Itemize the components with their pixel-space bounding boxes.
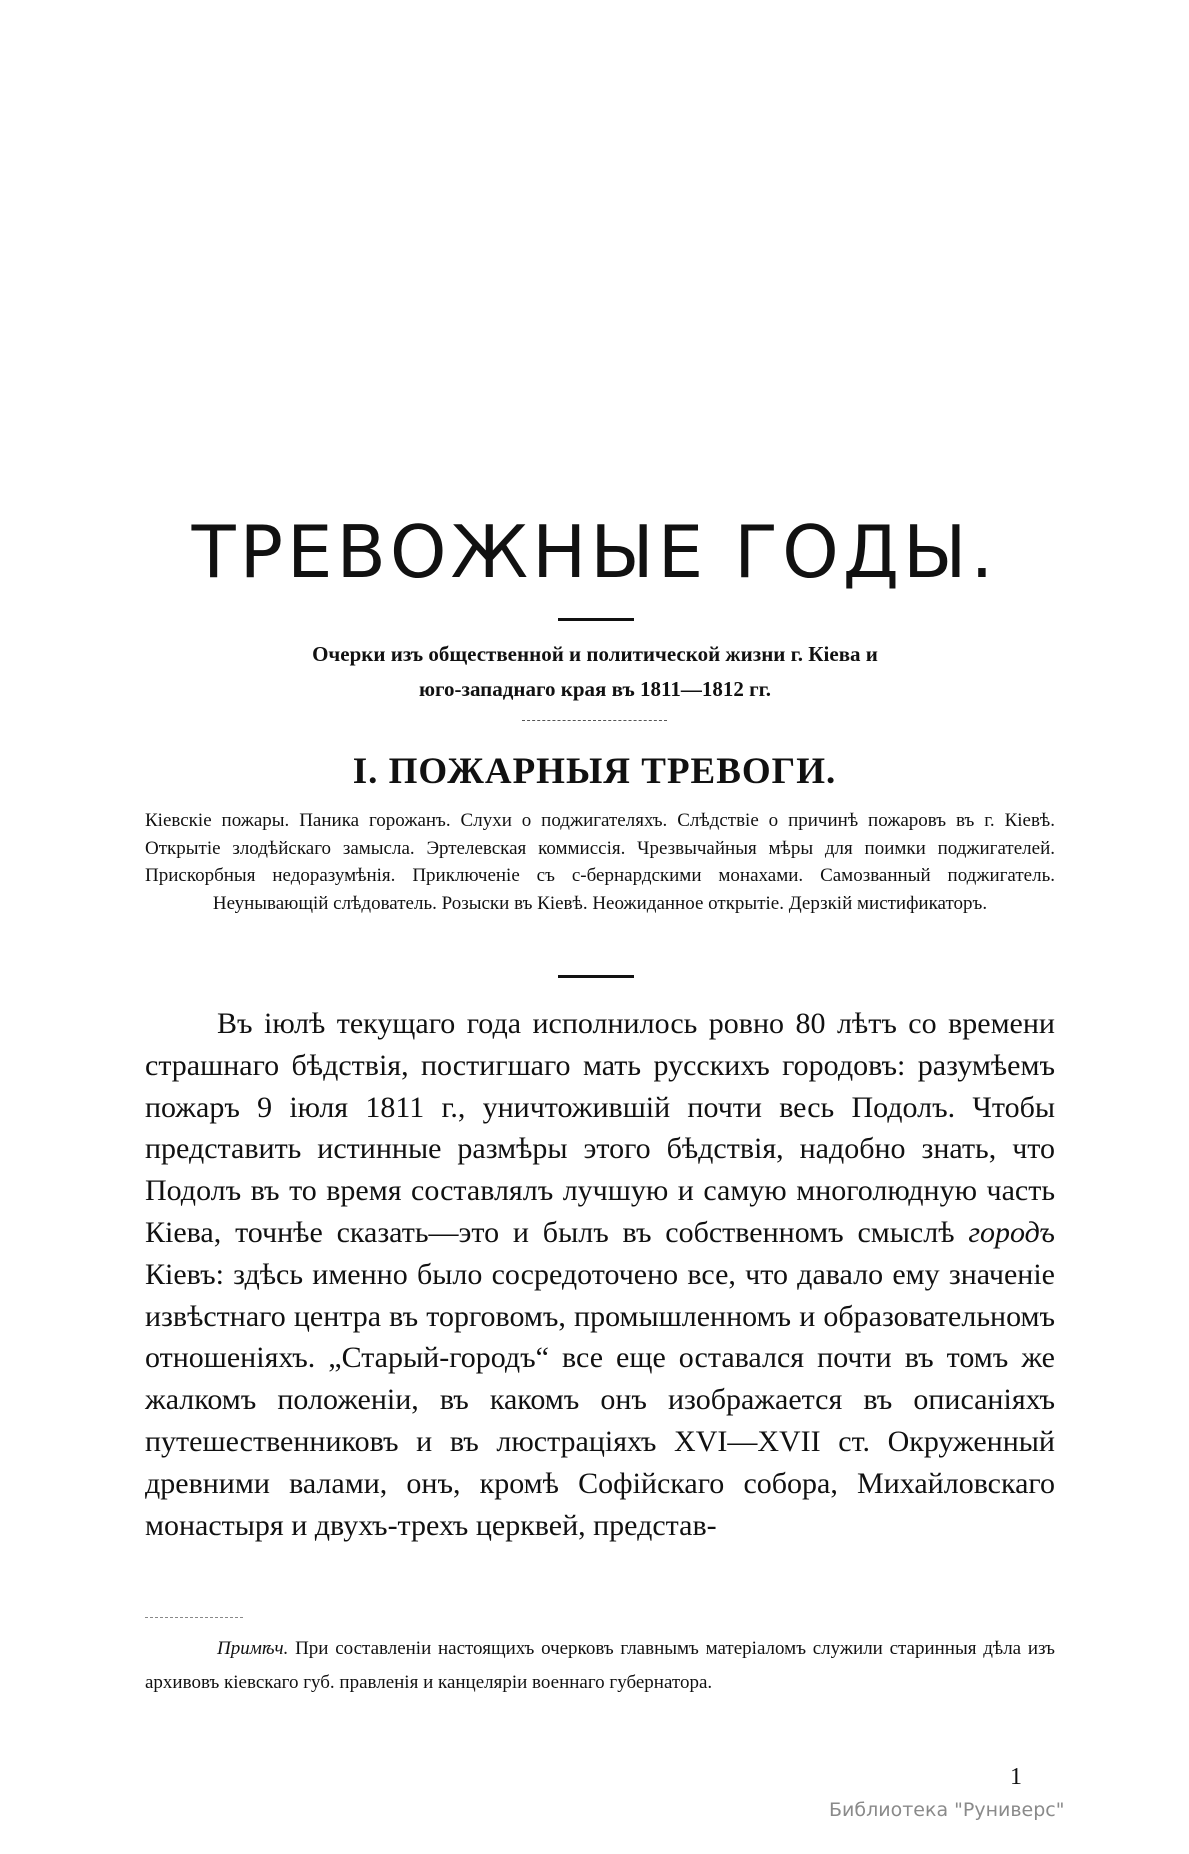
library-watermark: Библиотека "Руниверс" <box>829 1799 1065 1821</box>
footnote-text: При составленіи настоящихъ очерковъ главнымъ матеріаломъ служили старинныя дѣла изъ архивовъ кіевскаго губ. правленія и канцеляріи военнаго губернатора. <box>145 1638 1056 1693</box>
chapter-title: I. ПОЖАРНЫЯ ТРЕВОГИ. <box>352 751 837 792</box>
subtitle <box>170 637 1020 707</box>
footnote <box>145 1632 1055 1700</box>
subtitle-divider <box>522 720 667 721</box>
footnote-label: Примѣч. <box>217 1638 289 1659</box>
body-text-start: Въ іюлѣ текущаго года исполнилось ровно 80 лѣтъ со времени страшнаго бѣдствія, постигшаго мать русскихъ городовъ: разумѣемъ пожаръ 9 іюля 1811 г., уничтожившій почти весь Подолъ. Чтобы представить истинные размѣры этого бѣдствія, надобно знать, что Подолъ въ то время составлялъ лучшую и самую многолюдную часть Кіева, точнѣе сказать—это и былъ въ собственномъ смыслѣ <box>145 1007 1055 1249</box>
footnote-divider <box>145 1617 243 1618</box>
body-paragraph <box>145 1003 1055 1546</box>
summary-rule <box>558 975 634 978</box>
main-title: ТРЕВОЖНЫЕ ГОДЫ. <box>191 510 998 594</box>
page-number: 1 <box>1010 1764 1022 1790</box>
chapter-summary: Кіевскіе пожары. Паника горожанъ. Слухи о поджигателяхъ. Слѣдствіе о причинѣ пожаровъ въ г. Кіевѣ. Открытіе злодѣйскаго замысла. Эртелевская коммиссія. Чрезвычайныя мѣры для поимки поджигателей. Прискорбныя недоразумѣнія. Приключеніе съ с-бернардскими монахами. Самозванный поджигатель. Неунывающій слѣдователь. Розыски въ Кіевѣ. Неожиданное открытіе. Дерзкій мистификаторъ. <box>145 810 1055 914</box>
title-rule <box>558 618 634 621</box>
subtitle-line-1: Очерки изъ общественной и политической жизни г. Кіева и <box>312 642 878 666</box>
subtitle-line-2: юго-западнаго края въ 1811—1812 гг. <box>418 677 772 701</box>
body-italic-word: городъ <box>968 1215 1055 1249</box>
body-text-end: Кіевъ: здѣсь именно было сосредоточено все, что давало ему значеніе извѣстнаго центра въ торговомъ, промышленномъ и образовательномъ отношеніяхъ. „Старый-городъ“ все еще оставался почти въ томъ же жалкомъ положеніи, въ какомъ онъ изображается въ описаніяхъ путешественниковъ и въ люстраціяхъ XVI—XVII ст. Окруженный древними валами, онъ, кромѣ Софійскаго собора, Михайловскаго монастыря и двухъ-трехъ церквей, представ- <box>145 1257 1055 1542</box>
